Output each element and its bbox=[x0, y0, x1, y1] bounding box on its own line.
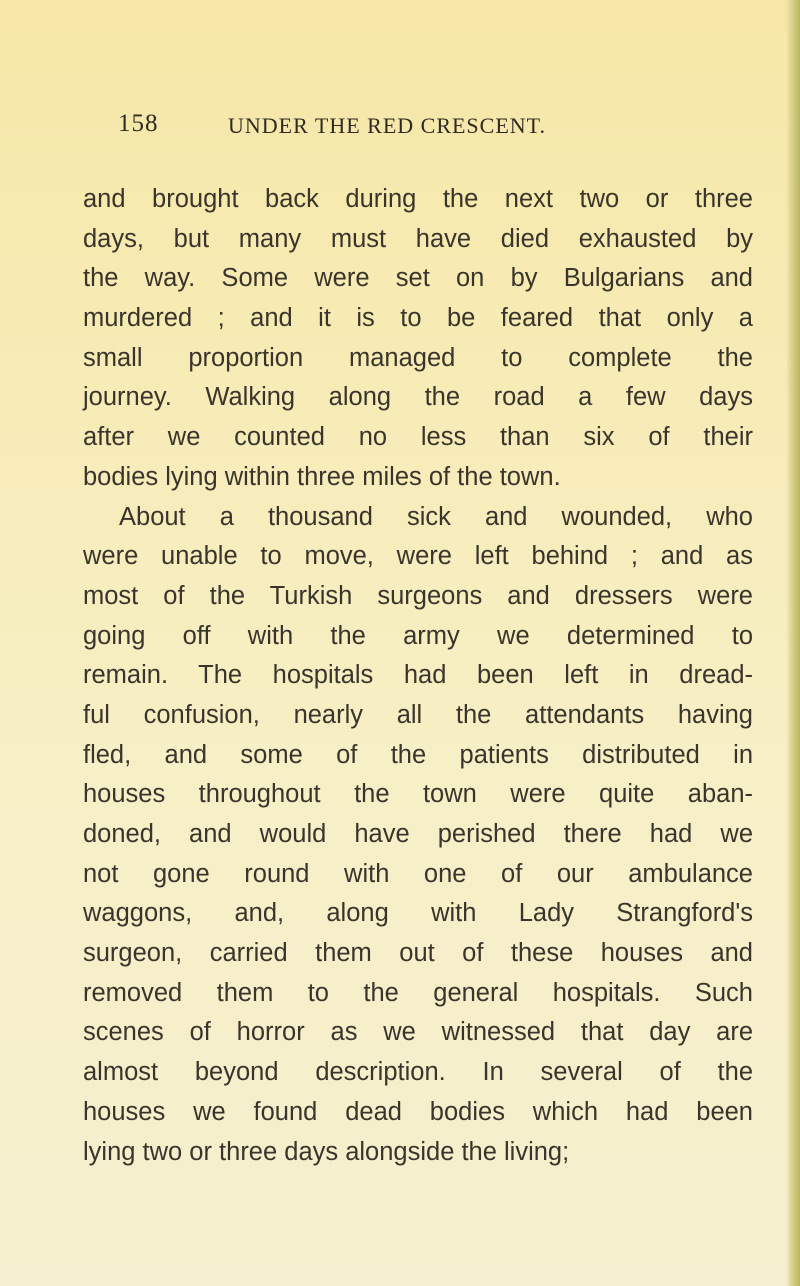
text-line: houses throughout the town were quite aban- bbox=[83, 780, 753, 809]
text-line: lying two or three days alongside the living; bbox=[83, 1137, 570, 1166]
text-line: bodies lying within three miles of the town. bbox=[83, 462, 561, 491]
text-line: and brought back during the next two or three bbox=[83, 185, 753, 213]
page-header bbox=[118, 110, 598, 150]
text-line: not gone round with one of our ambulance bbox=[83, 859, 753, 888]
text-line: most of the Turkish surgeons and dressers were bbox=[83, 581, 753, 610]
text-line: doned, and would have perished there had we bbox=[83, 820, 753, 848]
text-line: removed them to the general hospitals. Such bbox=[83, 978, 753, 1007]
text-line: remain. The hospitals had been left in dread- bbox=[83, 661, 753, 690]
text-line: the way. Some were set on by Bulgarians and bbox=[83, 264, 753, 293]
text-line: surgeon, carried them out of these houses and bbox=[83, 939, 753, 968]
text-line: waggons, and, along with Lady Strangford's bbox=[83, 899, 753, 928]
paragraph-start-line: About a thousand sick and wounded, who bbox=[119, 502, 753, 531]
text-line: murdered ; and it is to be feared that only a bbox=[83, 304, 753, 333]
text-line: scenes of horror as we witnessed that day are bbox=[83, 1018, 753, 1047]
text-line: were unable to move, were left behind ; and as bbox=[83, 542, 753, 571]
text-line: small proportion managed to complete the bbox=[83, 343, 753, 372]
text-line: houses we found dead bodies which had been bbox=[83, 1097, 753, 1126]
text-line: days, but many must have died exhausted by bbox=[83, 224, 753, 253]
body-text bbox=[83, 180, 753, 1172]
text-line: going off with the army we determined to bbox=[83, 621, 753, 650]
running-head: UNDER THE RED CRESCENT. bbox=[228, 113, 546, 138]
text-line: fled, and some of the patients distributed in bbox=[83, 740, 753, 769]
text-line: almost beyond description. In several of the bbox=[83, 1058, 753, 1087]
text-line: journey. Walking along the road a few days bbox=[83, 383, 753, 412]
page-number: 158 bbox=[118, 110, 159, 137]
text-line: after we counted no less than six of their bbox=[83, 423, 753, 452]
text-line: ful confusion, nearly all the attendants having bbox=[83, 700, 753, 729]
page-edge-shading bbox=[786, 0, 800, 1286]
